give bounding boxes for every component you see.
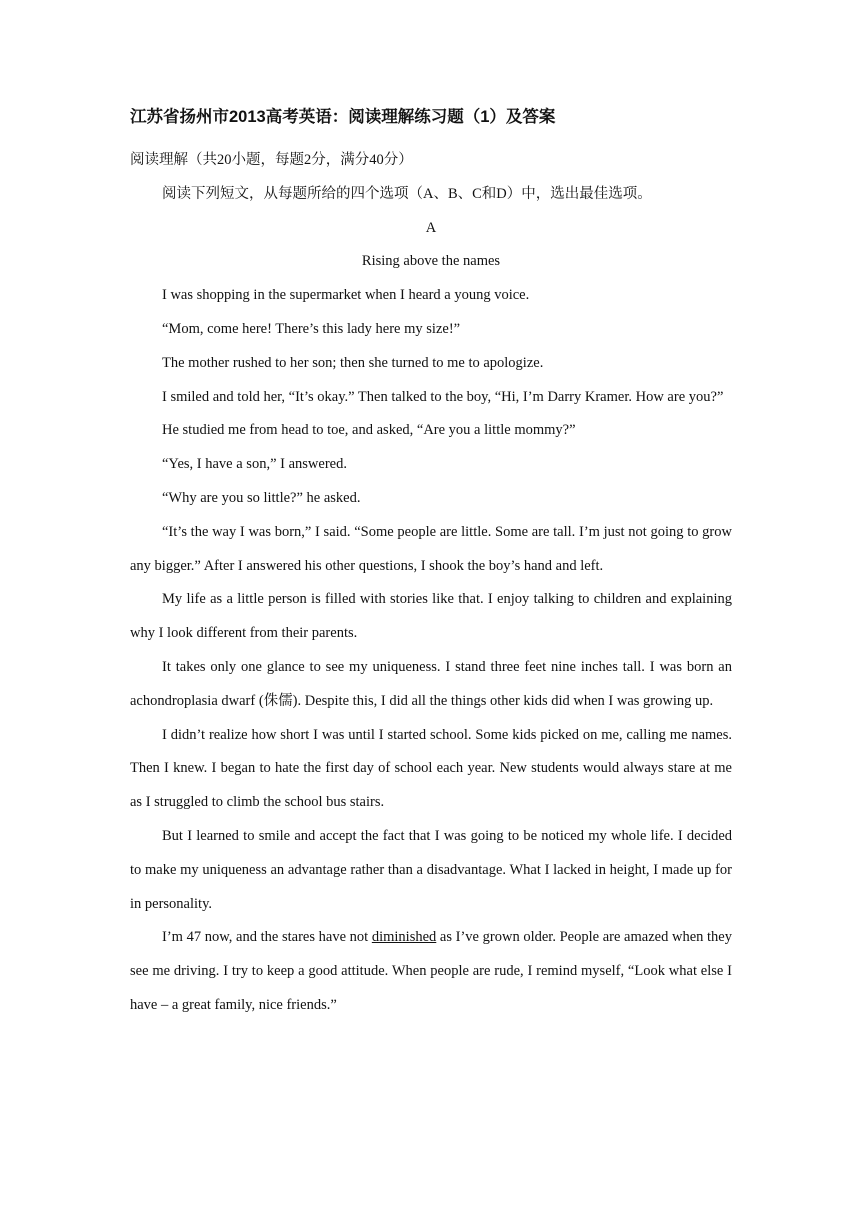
paragraph-13-text-end: as I’ve grown older. People are amazed when they see me driving. I try to keep a good attitude. When people are rude, I remind myself, “Look what else I have – a great family, nice friends.” (130, 929, 732, 1013)
paragraph-6: “Yes, I have a son,” I answered. (162, 456, 347, 473)
paragraph-9: My life as a little person is filled with stories like that. I enjoy talking to children and explaining why I look different from their parents. (130, 591, 732, 642)
paragraph-5: He studied me from head to toe, and asked, “Are you a little mommy?” (162, 422, 576, 439)
paragraph-1: I was shopping in the supermarket when I heard a young voice. (162, 287, 530, 304)
paragraph-3: The mother rushed to her son; then she turned to me to apologize. (162, 354, 544, 371)
paragraph-2: “Mom, come here! There’s this lady here my size!” (162, 320, 461, 337)
paragraph-4: I smiled and told her, “It’s okay.” Then talked to the boy, “Hi, I’m Darry Kramer. How are you?” (162, 388, 724, 405)
paragraph-12: But I learned to smile and accept the fact that I was going to be noticed my whole life. I decided to make my uniqueness an advantage rather than a disadvantage. What I lacked in height, I made up for in personality. (130, 827, 732, 912)
document-title: 江苏省扬州市2013高考英语：阅读理解练习题（1）及答案 (130, 108, 556, 126)
paragraph-10: It takes only one glance to see my uniqueness. I stand three feet nine inches tall. I was born an achondroplasia dwarf (侏儒). Despite this, I did all the things other kids did when I was growing up. (130, 658, 732, 709)
document-page (130, 100, 732, 1023)
paragraph-8: “It’s the way I was born,” I said. “Some people are little. Some are tall. I’m just not going to grow any bigger.” After I answered his other questions, I shook the boy’s hand and left. (130, 523, 732, 574)
paragraph-13-text-start: I’m 47 now, and the stares have not (162, 929, 372, 946)
section-heading: 阅读理解（共20小题，每题2分，满分40分） (130, 152, 413, 168)
underlined-word: diminished (371, 929, 437, 946)
paragraph-7: “Why are you so little?” he asked. (162, 489, 361, 506)
paragraph-13 (130, 921, 732, 1022)
passage-letter: A (425, 219, 437, 236)
passage-title: Rising above the names (361, 253, 501, 270)
paragraph-11: I didn’t realize how short I was until I started school. Some kids picked on me, calling me names. Then I knew. I began to hate the first day of school each year. New students would always stare at me as I struggled to climb the school bus stairs. (130, 726, 732, 811)
instructions: 阅读下列短文，从每题所给的四个选项（A、B、C和D）中，选出最佳选项。 (162, 185, 652, 202)
